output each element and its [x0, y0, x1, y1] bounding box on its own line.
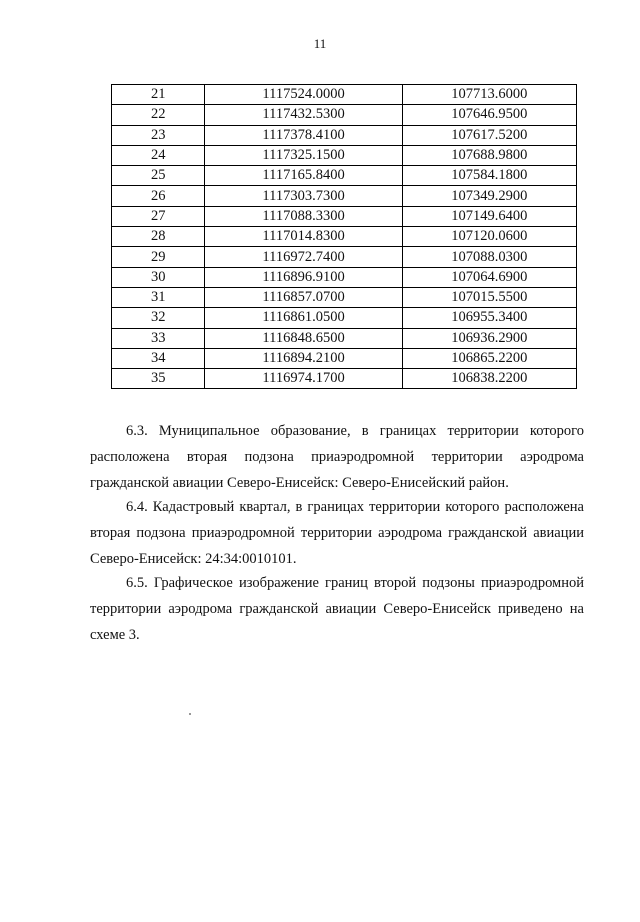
y-coordinate-cell: 106936.2900: [402, 328, 576, 348]
y-coordinate-cell: 106865.2200: [402, 348, 576, 368]
x-coordinate-cell: 1116857.0700: [205, 287, 402, 307]
point-number-cell: 26: [112, 186, 205, 206]
paragraph-line: расположена вторая подзона приаэродромной территории аэродрома: [90, 449, 584, 465]
scan-speck: [189, 713, 191, 715]
table-row: [112, 328, 577, 348]
paragraph-line: Северо-Енисейск: 24:34:0010101.: [90, 551, 297, 567]
x-coordinate-cell: 1116848.6500: [205, 328, 402, 348]
y-coordinate-cell: 107064.6900: [402, 267, 576, 287]
table-row: [112, 125, 577, 145]
x-coordinate-cell: 1117165.8400: [205, 166, 402, 186]
paragraph-line: территории аэродрома гражданской авиации Северо-Енисейск приведено на: [90, 601, 584, 617]
paragraph-line: гражданской авиации Северо-Енисейск: Северо-Енисейский район.: [90, 475, 509, 491]
table-row: [112, 348, 577, 368]
point-number-cell: 34: [112, 348, 205, 368]
y-coordinate-cell: 107015.5500: [402, 287, 576, 307]
y-coordinate-cell: 107088.0300: [402, 247, 576, 267]
paragraph-line: схеме 3.: [90, 627, 140, 643]
x-coordinate-cell: 1116861.0500: [205, 308, 402, 328]
table-row: [112, 105, 577, 125]
page-number: 11: [313, 36, 327, 51]
y-coordinate-cell: 107688.9800: [402, 145, 576, 165]
point-number-cell: 23: [112, 125, 205, 145]
x-coordinate-cell: 1117378.4100: [205, 125, 402, 145]
table-row: [112, 308, 577, 328]
point-number-cell: 31: [112, 287, 205, 307]
point-number-cell: 29: [112, 247, 205, 267]
x-coordinate-cell: 1116894.2100: [205, 348, 402, 368]
table-row: [112, 166, 577, 186]
y-coordinate-cell: 107120.0600: [402, 227, 576, 247]
point-number-cell: 33: [112, 328, 205, 348]
y-coordinate-cell: 106838.2200: [402, 369, 576, 389]
x-coordinate-cell: 1116974.1700: [205, 369, 402, 389]
point-number-cell: 24: [112, 145, 205, 165]
table-row: [112, 186, 577, 206]
point-number-cell: 27: [112, 206, 205, 226]
point-number-cell: 25: [112, 166, 205, 186]
table-row: [112, 145, 577, 165]
point-number-cell: 22: [112, 105, 205, 125]
table-row: [112, 247, 577, 267]
x-coordinate-cell: 1117014.8300: [205, 227, 402, 247]
y-coordinate-cell: 107584.1800: [402, 166, 576, 186]
point-number-cell: 21: [112, 85, 205, 105]
point-number-cell: 35: [112, 369, 205, 389]
table-row: [112, 206, 577, 226]
y-coordinate-cell: 107149.6400: [402, 206, 576, 226]
y-coordinate-cell: 107617.5200: [402, 125, 576, 145]
y-coordinate-cell: 107349.2900: [402, 186, 576, 206]
table-row: [112, 227, 577, 247]
point-number-cell: 28: [112, 227, 205, 247]
coordinates-table-body: [112, 85, 577, 389]
table-row: [112, 287, 577, 307]
paragraph-6-5: [90, 570, 584, 648]
paragraph-6-3: [90, 418, 584, 496]
point-number-cell: 32: [112, 308, 205, 328]
x-coordinate-cell: 1117325.1500: [205, 145, 402, 165]
table-row: [112, 267, 577, 287]
y-coordinate-cell: 106955.3400: [402, 308, 576, 328]
x-coordinate-cell: 1116896.9100: [205, 267, 402, 287]
x-coordinate-cell: 1117303.7300: [205, 186, 402, 206]
x-coordinate-cell: 1117524.0000: [205, 85, 402, 105]
point-number-cell: 30: [112, 267, 205, 287]
x-coordinate-cell: 1116972.7400: [205, 247, 402, 267]
table-row: [112, 369, 577, 389]
coordinates-table: [111, 84, 577, 389]
x-coordinate-cell: 1117088.3300: [205, 206, 402, 226]
paragraph-line: 6.4. Кадастровый квартал, в границах территории которого расположена: [126, 499, 584, 515]
table-row: [112, 85, 577, 105]
paragraph-line: 6.3. Муниципальное образование, в границах территории которого: [126, 423, 584, 439]
paragraph-line: 6.5. Графическое изображение границ второй подзоны приаэродромной: [126, 575, 584, 591]
x-coordinate-cell: 1117432.5300: [205, 105, 402, 125]
paragraph-6-4: [90, 494, 584, 572]
y-coordinate-cell: 107713.6000: [402, 85, 576, 105]
paragraph-line: вторая подзона приаэродромной территории аэродрома гражданской авиации: [90, 525, 584, 541]
y-coordinate-cell: 107646.9500: [402, 105, 576, 125]
